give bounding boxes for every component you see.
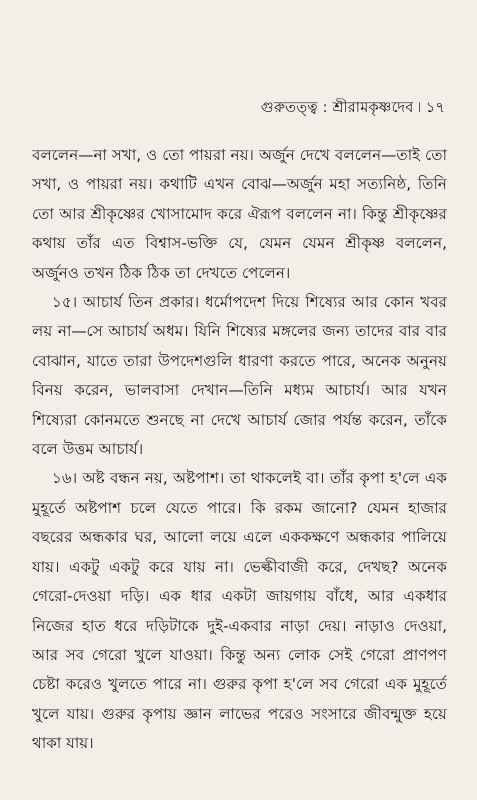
running-head: গুরুতত্ত্ব : শ্রীরামকৃষ্ণদেব ৷ ১৭ <box>260 100 445 116</box>
paragraph-continued: বললেন—না সখা, ও তো পায়রা নয়। অর্জুন দেখে বললেন—তাই তো সখা, ও পায়রা নয়। কথাটি এখন বোঝ—অর্জুন মহা সত্যনিষ্ঠ, তিনি তো আর শ্রীকৃষ্ণের খোসামোদ করে ঐরূপ বললেন না। কিন্তু শ্রীকৃষ্ণের কথায় তাঁর এত বিশ্বাস-ভক্তি যে, যেমন যেমন শ্রীকৃষ্ণ বললেন, অর্জুনও তখন ঠিক ঠিক তা দেখতে পেলেন। <box>32 146 447 282</box>
paragraph-15: ১৫। আচার্য তিন প্রকার। ধর্মোপদেশ দিয়ে শিষ্যের আর কোন খবর লয় না—সে আচার্য অধম। যিনি শিষ্যের মঙ্গলের জন্য তাদের বার বার বোঝান, যাতে তারা উপদেশগুলি ধারণা করতে পারে, অনেক অনুনয় বিনয় করেন, ভালবাসা দেখান—তিনি মধ্যম আচার্য। আর যখন শিষ্যেরা কোনমতে শুনছে না দেখে আচার্য জোর পর্যন্ত করেন, তাঁকে বলে উত্তম আচার্য। <box>32 293 447 459</box>
paragraph-16: ১৬। অষ্ট বন্ধন নয়, অষ্টপাশ। তা থাকলেই বা। তাঁর কৃপা হ'লে এক মুহূর্তে অষ্টপাশ চলে যেতে পারে। কি রকম জানো? যেমন হাজার বছরের অন্ধকার ঘর, আলো লয়ে এলে এককক্ষণে অন্ধকার পালিয়ে যায়। একটু একটু করে যায় না। ভেল্কীবাজী করে, দেখছ? অনেক গেরো-দেওয়া দড়ি। এক ধার একটা জায়গায় বাঁধে, আর একধার নিজের হাত ধরে দড়িটাকে দুই-একবার নাড়া দেয়। নাড়াও দেওয়া, আর সব গেরো খুলে যাওয়া। কিন্তু অন্য লোক সেই গেরো প্রাণপণ চেষ্টা করেও খুলতে পারে না। গুরুর কৃপা হ'লে সব গেরো এক মুহূর্তে খুলে যায়। গুরুর কৃপায় জ্ঞান লাভের পরেও সংসারে জীবন্মুক্ত হয়ে থাকা যায়। <box>32 469 447 753</box>
